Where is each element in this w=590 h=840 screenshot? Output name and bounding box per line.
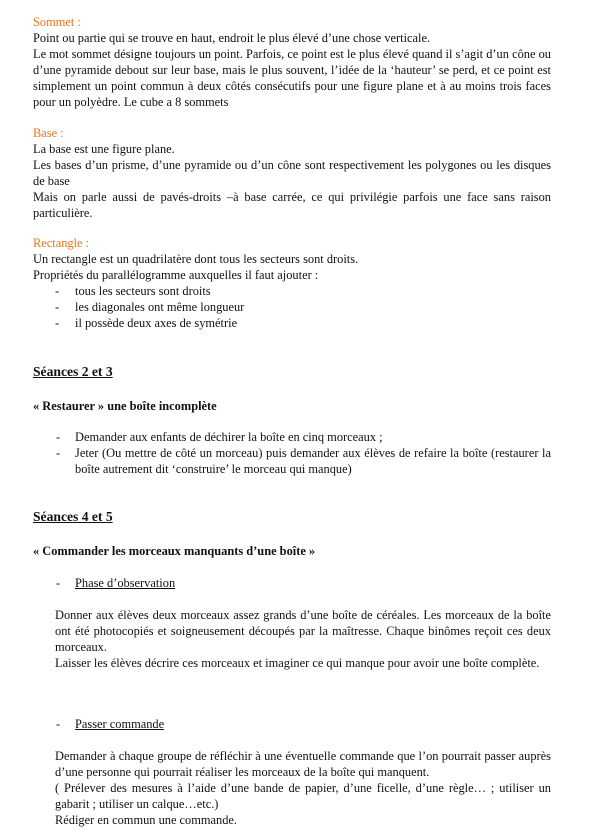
dash-bullet: - [56, 446, 61, 460]
list-item [33, 445, 551, 477]
dash-bullet: - [56, 717, 61, 731]
paragraph: ( Prélever des mesures à l’aide d’une bande de papier, d’une ficelle, d’une règle… ; utiliser un gabarit ; utiliser un calque…etc.) [55, 781, 551, 811]
definition-text: Point ou partie qui se trouve en haut, endroit le plus élevé d’une chose verticale. [33, 31, 431, 45]
phase-list [33, 575, 551, 591]
definition-term: Base : [33, 126, 64, 140]
definition-text: La base est une figure plane. [33, 142, 175, 156]
definition-text: Propriétés du parallélogramme auxquelles il faut ajouter : [33, 268, 319, 282]
paragraph: Rédiger en commun une commande. [55, 813, 238, 827]
steps-list [33, 429, 551, 477]
definition-term: Rectangle : [33, 236, 90, 250]
definition-text: Le mot sommet désigne toujours un point. Parfois, ce point est le plus élevé quand il s’agit d’un cône ou d’une pyramide debout sur leur base, mais le plus souvent, l’idée de la ‘hauteur’ se perd, et ce point est simplement un point commun à deux côtés consécutifs pour une figure plane et à au moins trois faces pour un polyèdre. Le cube a 8 sommets [33, 47, 551, 109]
list-item [33, 575, 551, 591]
section-title: Séances 4 et 5 [33, 509, 113, 524]
definition-sommet [33, 14, 551, 110]
dash-bullet: - [55, 284, 60, 298]
definition-text: Mais on parle aussi de pavés-droits –à base carrée, ce qui privilégie parfois une face sans raison particulière. [33, 190, 551, 220]
rectangle-properties-list [33, 283, 551, 331]
list-item [33, 716, 551, 732]
dash-bullet: - [56, 430, 61, 444]
list-item [33, 299, 551, 315]
phase-label: Phase d’observation [75, 576, 176, 590]
phase-commande-text [33, 748, 551, 828]
list-item [33, 429, 551, 445]
paragraph: Laisser les élèves décrire ces morceaux et imaginer ce qui manque pour avoir une boîte complète. [55, 656, 540, 670]
activity-block [33, 398, 551, 414]
definition-text: Un rectangle est un quadrilatère dont tous les secteurs sont droits. [33, 252, 359, 266]
list-item-text: Jeter (Ou mettre de côté un morceau) puis demander aux élèves de refaire la boîte (restaurer la boîte autrement dit ‘construire’ le morceau qui manque) [75, 446, 551, 476]
paragraph: Demander à chaque groupe de réfléchir à une éventuelle commande que l’on pourrait passer auprès d’une personne qui pourrait réaliser les morceaux de la boîte qui manquent. [55, 749, 551, 779]
definition-term: Sommet : [33, 15, 81, 29]
phase-list [33, 716, 551, 732]
phase-observation [33, 575, 551, 591]
activity-block [33, 543, 551, 559]
list-item-text: tous les secteurs sont droits [75, 284, 211, 298]
paragraph: Donner aux élèves deux morceaux assez grands d’une boîte de céréales. Les morceaux de la boîte ont été photocopiés et soigneusement découpés par la maîtresse. Chaque binômes reçoit ces deux morceaux. [55, 608, 551, 654]
list-item [33, 283, 551, 299]
list-item-text: Demander aux enfants de déchirer la boîte en cinq morceaux ; [75, 430, 383, 444]
list-item-text: il possède deux axes de symétrie [75, 316, 238, 330]
definition-text: Les bases d’un prisme, d’une pyramide ou d’un cône sont respectivement les polygones ou les disques de base [33, 158, 551, 188]
activity-title: « Restaurer » une boîte incomplète [33, 399, 217, 413]
list-item-text: les diagonales ont même longueur [75, 300, 245, 314]
phase-label: Passer commande [75, 717, 165, 731]
section-seances-4-5 [33, 509, 551, 525]
phase-observation-text [33, 607, 551, 671]
phase-commande [33, 716, 551, 732]
dash-bullet: - [56, 576, 61, 590]
section-seances-2-3 [33, 364, 551, 380]
activity-steps [33, 429, 551, 477]
dash-bullet: - [55, 316, 60, 330]
definition-rectangle [33, 235, 551, 331]
list-item [33, 315, 551, 331]
definition-base [33, 125, 551, 221]
dash-bullet: - [55, 300, 60, 314]
activity-title: « Commander les morceaux manquants d’une boîte » [33, 544, 316, 558]
section-title: Séances 2 et 3 [33, 364, 113, 379]
